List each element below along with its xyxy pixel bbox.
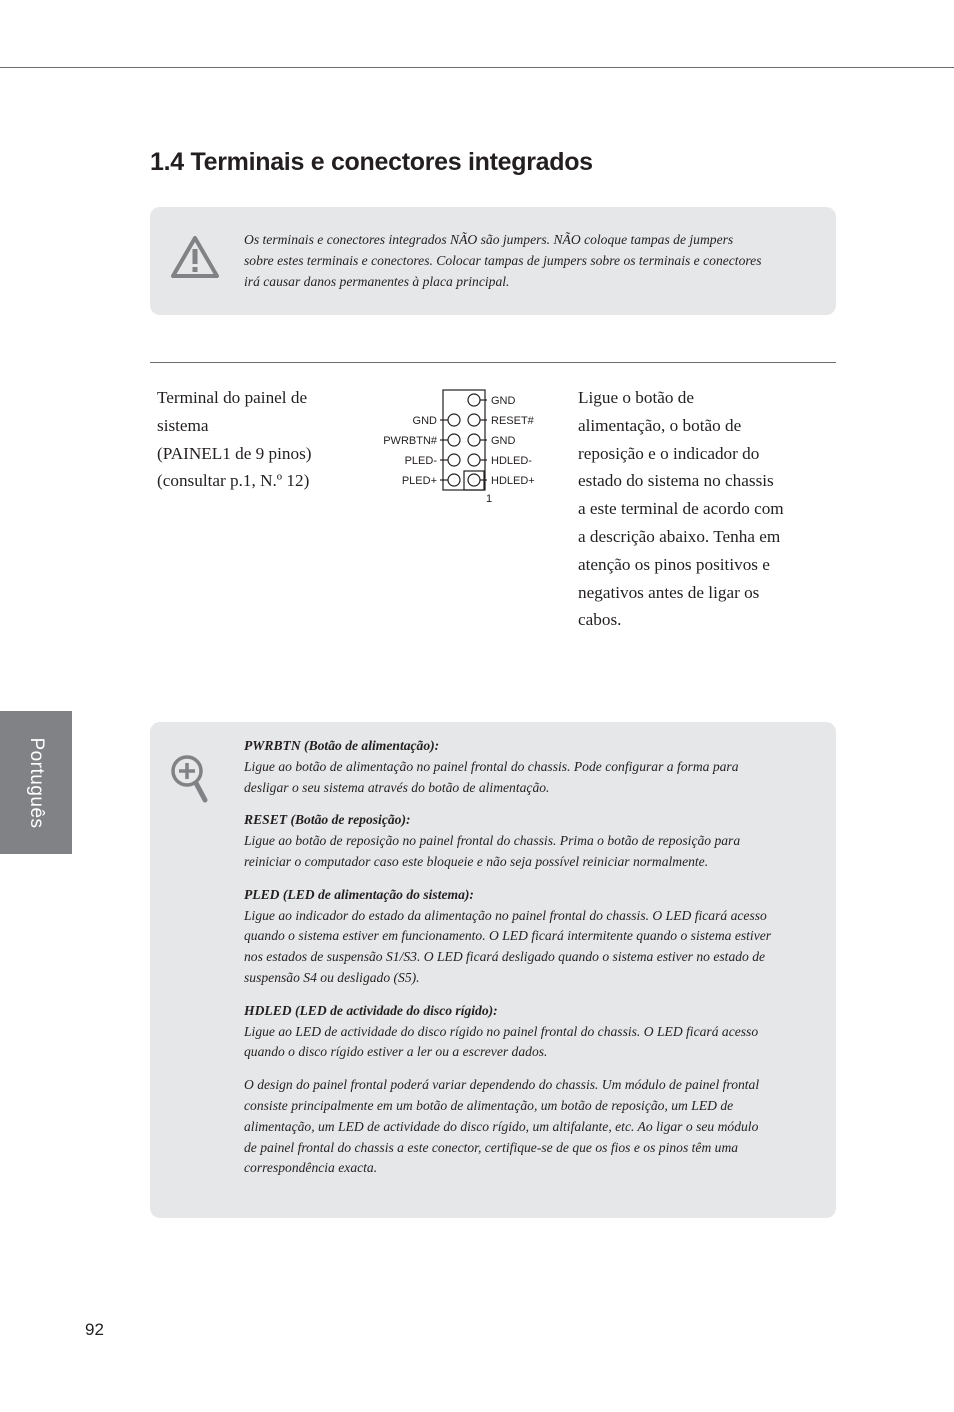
section-title: 1.4 Terminais e conectores integrados bbox=[150, 148, 593, 176]
note-body: Ligue ao LED de actividade do disco rígido no painel frontal do chassis. O LED ficará acesso quando o disco rígido estiver a ler ou a escrever dados. bbox=[244, 1023, 759, 1060]
magnifier-plus-icon bbox=[170, 754, 210, 804]
pin-label-right-1: RESET# bbox=[491, 415, 534, 427]
terminal-name-line-4: (consultar p.1, N.º 12) bbox=[157, 471, 310, 491]
note-body: Ligue ao indicador do estado da alimentação no painel frontal do chassis. O LED ficará acesso quando o sistema estiver em funcionamento. O LED ficará intermitente quando o sistema estiver nos estados de suspensão S1/S3. O LED ficará desligado quando o sistema estiver no estado de suspensão S4 ou desligado (S5). bbox=[244, 907, 772, 985]
page-number: 92 bbox=[85, 1320, 104, 1339]
language-label: Português bbox=[26, 736, 47, 829]
pin-1-label: 1 bbox=[486, 493, 493, 505]
pin-label-right-2: GND bbox=[491, 435, 516, 447]
note-content bbox=[244, 736, 774, 1191]
pin-header-diagram bbox=[360, 384, 560, 509]
note-item bbox=[244, 1001, 774, 1063]
pin-label-left-0: GND bbox=[412, 415, 437, 427]
terminal-description bbox=[157, 384, 357, 495]
note-heading: HDLED (LED de actividade do disco rígido): bbox=[244, 1002, 498, 1018]
terminal-name-line-3: (PAINEL1 de 9 pinos) bbox=[157, 443, 312, 463]
top-rule bbox=[0, 67, 954, 68]
note-box bbox=[150, 722, 836, 1218]
language-side-tab bbox=[0, 711, 72, 854]
warning-text: Os terminais e conectores integrados NÃO são jumpers. NÃO coloque tampas de jumpers sobre estes terminais e conectores. Colocar tampas de jumpers sobre os terminais e conectores irá causar danos permanentes à placa principal. bbox=[244, 232, 762, 289]
pin-label-left-2: PLED- bbox=[404, 455, 437, 467]
note-heading: RESET (Botão de reposição): bbox=[244, 812, 411, 828]
note-item bbox=[244, 736, 774, 798]
terminal-instructions: Ligue o botão de alimentação, o botão de reposição e o indicador do estado do sistema no chassis a este terminal de acordo com a descrição abaixo. Tenha em atenção os pinos positivos e negativos antes de ligar os cabos. bbox=[578, 388, 784, 630]
section-divider bbox=[150, 362, 836, 363]
terminal-name-line-1: Terminal do painel de bbox=[157, 388, 308, 407]
note-item bbox=[244, 810, 774, 872]
note-heading: PLED (LED de alimentação do sistema): bbox=[244, 886, 474, 902]
note-body: Ligue ao botão de reposição no painel frontal do chassis. Prima o botão de reposição para reiniciar o computador caso este bloqueie e não seja possível reiniciar normalmente. bbox=[244, 833, 741, 869]
pin-label-right-4: HDLED+ bbox=[491, 475, 535, 487]
warning-box bbox=[150, 207, 836, 315]
note-footer-text: O design do painel frontal poderá variar dependendo do chassis. Um módulo de painel frontal consiste principalmente em um botão de alimentação, um botão de reposição, um LED de alimentação, um LED de actividade do disco rígido, um altifalante, etc. Ao ligar o seu módulo de painel frontal do chassis a este conector, certifique-se de que os fios e os pinos têm uma correspondência exacta. bbox=[244, 1077, 760, 1176]
pin-label-right-0: GND bbox=[491, 395, 516, 407]
warning-triangle-icon bbox=[170, 235, 220, 279]
terminal-name-line-2: sistema bbox=[157, 415, 209, 435]
pin-label-left-3: PLED+ bbox=[401, 475, 437, 487]
note-footer bbox=[244, 1075, 774, 1179]
note-heading: PWRBTN (Botão de alimentação): bbox=[244, 738, 440, 753]
note-body: Ligue ao botão de alimentação no painel frontal do chassis. Pode configurar a forma para desligar o seu sistema através do botão de alimentação. bbox=[244, 758, 739, 795]
note-item bbox=[244, 885, 774, 989]
pin-label-left-1: PWRBTN# bbox=[383, 435, 437, 447]
pin-label-right-3: HDLED- bbox=[491, 455, 532, 467]
